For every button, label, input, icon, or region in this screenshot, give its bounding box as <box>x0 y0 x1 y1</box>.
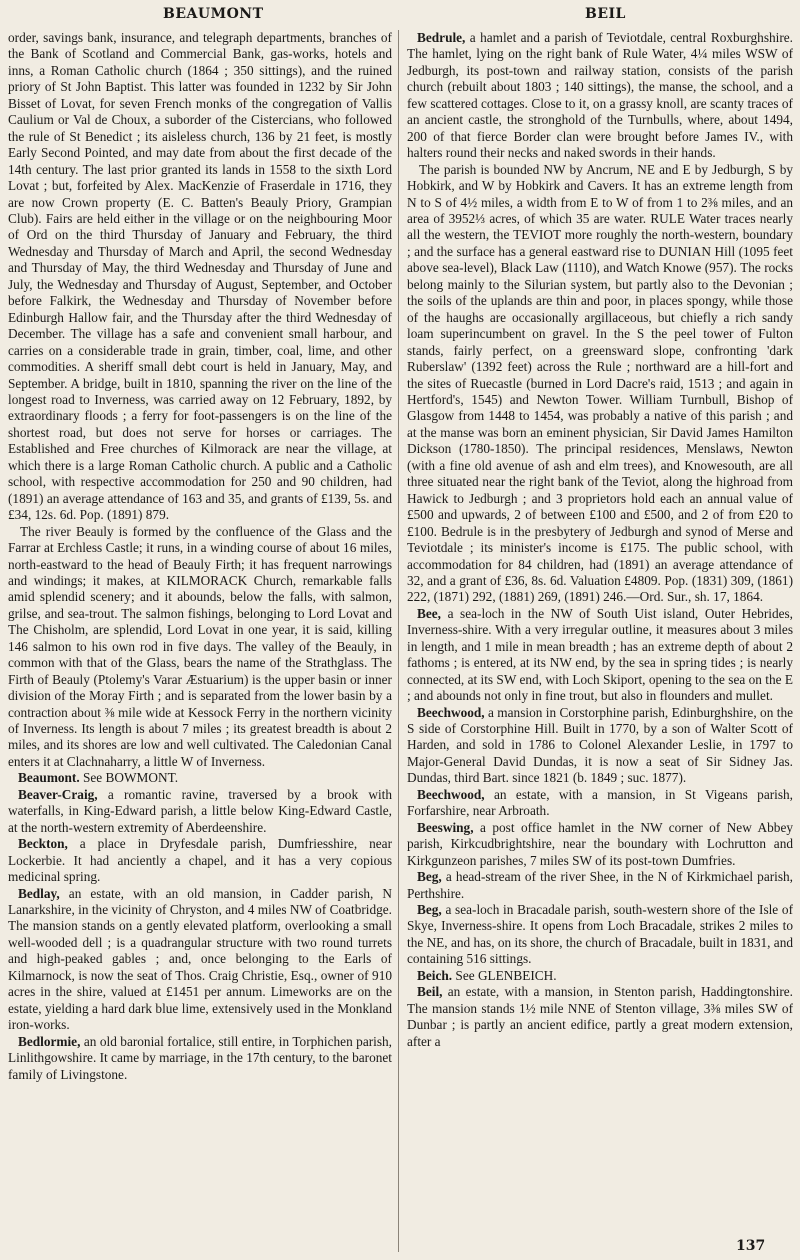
entry-text: See GLENBEICH. <box>452 967 557 983</box>
gazetteer-entry <box>407 968 793 984</box>
entry-headword: Bee, <box>417 605 441 621</box>
gazetteer-entry <box>407 606 793 705</box>
entry-headword: Beechwood, <box>417 786 485 802</box>
left-column <box>8 30 392 1238</box>
gazetteer-entry <box>8 886 392 1034</box>
entry-text: an old baronial fortalice, still entire, in Torphichen parish, Linlithgowshire. It came by marriage, in the 17th century, to the baronet family of Livingstone. <box>8 1033 392 1082</box>
entry-headword: Beechwood, <box>417 704 485 720</box>
gazetteer-entry <box>8 836 392 885</box>
entry-text: See BOWMONT. <box>79 770 179 786</box>
entry-headword: Bedlormie, <box>18 1033 81 1049</box>
entry-text: an estate, with a mansion, in St Vigeans parish, Forfarshire, near Arbroath. <box>407 786 793 819</box>
entry-text: a romantic ravine, traversed by a brook with waterfalls, in King-Edward parish, a little below King-Edward Castle, at the north-western extremity of Aberdeenshire. <box>8 786 392 835</box>
entry-headword: Beil, <box>417 984 443 1000</box>
column-divider <box>398 30 399 1252</box>
entry-headword: Beckton, <box>18 836 68 852</box>
gazetteer-entry <box>407 869 793 902</box>
entry-headword: Beeswing, <box>417 819 474 835</box>
entry-text: an estate, with a mansion, in Stenton parish, Haddingtonshire. The mansion stands 1½ mile NNE of Stenton village, 3⅜ miles SW of Dunbar ; is partly an ancient edifice, partly a great modern extension, after a <box>407 984 793 1049</box>
entry-text: a place in Dryfesdale parish, Dumfriesshire, near Lockerbie. It had anciently a chapel, and it has a very copious medicinal spring. <box>8 836 392 885</box>
gazetteer-entry <box>407 984 793 1050</box>
running-header <box>0 4 800 26</box>
entry-text: a post office hamlet in the NW corner of New Abbey parish, Kirkcudbrightshire, near the boundary with Lochrutton and Kirkgunzeon parishes, 7 miles SW of its post-town Dumfries. <box>407 819 793 868</box>
gazetteer-entry <box>407 902 793 968</box>
entry-headword: Beg, <box>417 902 442 918</box>
entry-paragraph <box>407 162 793 606</box>
entry-paragraph <box>8 30 392 524</box>
entry-text: The river Beauly is formed by the confluence of the Glass and the Farrar at Erchless Castle; it runs, in a winding course of about 16 miles, north-eastward to the head of Beauly Firth; it has frequent narrowings and windings; it makes, at KILMORACK Church, remarkable falls amid splendid scenery; and it abounds, below the falls, with salmon, grilse, and sea-trout. The salmon fishings, belonging to Lord Lovat and The Chisholm, are splendid, Lord Lovat in one year, it is said, killing 146 salmon to his own rod in five days. The valley of the Beauly, in common with that of the Glass, bears the name of the Strathglass. The Firth of Beauly (Ptolemy's Varar Æstuarium) is the upper basin or inner division of the Moray Firth ; and is separated from the lower basin by a contraction about ⅜ mile wide at Kessock Ferry in the northern vicinity of Inverness. Its length is about 7 miles ; its greatest breadth is about 2 miles, and its shores are low and well cultivated. The Caledonian Canal enters it at Clachnaharry, a little W of Inverness. <box>8 523 392 769</box>
entry-text: a sea-loch in Bracadale parish, south-western shore of the Isle of Skye, Inverness-shire. It opens from Loch Bracadale, strikes 2 miles to the NE, and has, on its shore, the church of Bracadale, built in 1831, and containing 516 sittings. <box>407 902 793 967</box>
entry-text: a hamlet and a parish of Teviotdale, central Roxburghshire. The hamlet, lying on the right bank of Rule Water, 4¼ miles WSW of Jedburgh, its post-town and railway station, consists of the parish church (rebuilt about 1803 ; 140 sittings), the manse, the school, and a few scattered cottages. Close to it, on a grassy knoll, are scanty traces of an ancient castle, the stronghold of the Turnbulls, where, about 1494, 200 of that fierce Border clan were brought before James IV., with halters round their necks and naked swords in their hands. <box>407 30 793 161</box>
gazetteer-entry <box>407 787 793 820</box>
right-column <box>407 30 793 1238</box>
entry-text: The parish is bounded NW by Ancrum, NE and E by Jedburgh, S by Hobkirk, and W by Hobkirk and Cavers. It has an extreme length from N to S of 4½ miles, a width from E to W of from 1 to 2⅜ miles, and an area of 3952⅓ acres, of which 35 are water. RULE Water traces nearly all the western, the TEVIOT more roughly the north-western, boundary ; and the surface has a general eastward rise to DUNIAN Hill (1095 feet above sea-level), Black Law (1110), and Watch Knowe (957). The rocks belong mainly to the Silurian system, but partly also to the Devonian ; the soils of the uplands are thin and poor, in places spongy, while those of the haughs are occasionally argillaceous, but chiefly a rich sandy loam superincumbent on gravel. In the S the peel tower of Fulton stands, fairly perfect, on a greensward slope, confronting 'dark Ruberslaw' (1392 feet) across the Rule ; northward are a hill-fort and the sites of Ruecastle (burned in Lord Dacre's raid, 1513 ; and again in Hertford's, 1545) and Newton Tower. William Turnbull, Bishop of Glasgow from 1448 to 1454, was probably a native of this parish ; and at the manse was born an eminent physician, Sir David James Hamilton Dickson (1780-1850). The principal residences, Menslaws, Newton (with a fine old avenue of ash and elm trees), and Knowesouth, are all three situated near the right bank of the Teviot, along the highroad from Hawick to Jedburgh ; and 3 proprietors hold each an annual value of £500 and upwards, 2 of between £100 and £500, and 2 of from £20 to £100. Bedrule is in the presbytery of Jedburgh and synod of Merse and Teviotdale ; its minister's income is £175. The public school, with accommodation for 84 children, had (1891) an average attendance of 32, and a grant of £36, 8s. 6d. Valuation £4809. Pop. (1831) 309, (1861) 222, (1871) 292, (1881) 269, (1891) 246.—Ord. Sur., sh. 17, 1864. <box>407 161 793 605</box>
gazetteer-entry <box>8 1034 392 1083</box>
entry-headword: Bedrule, <box>417 30 466 45</box>
entry-text: an estate, with an old mansion, in Cadder parish, N Lanarkshire, in the vicinity of Chryston, and 4 miles NW of Coatbridge. The mansion stands on a gently elevated platform, overlooking a small well-wooded dell ; is a quadrangular structure with two round turrets and high-peaked gables ; and, once belonging to the Earls of Kilmarnock, is now the seat of Thos. Craig Christie, Esq., owner of 910 acres in the shire, valued at £1451 per annum. Limeworks are on the estate, yielding a hard dark blue lime, extensively used in the Monkland iron-works. <box>8 885 392 1033</box>
entry-headword: Beg, <box>417 869 442 885</box>
gazetteer-entry <box>407 820 793 869</box>
entry-paragraph <box>8 524 392 771</box>
header-left-title: BEAUMONT <box>163 6 264 22</box>
entry-text: a mansion in Corstorphine parish, Edinburghshire, on the S side of Corstorphine Hill. Built in 1770, by a son of Walter Scott of Harden, and sold in 1786 to Colonel Alexander Leslie, in 1797 to Major-General David Dundas, it is now a seat of Sir Sidney Jas. Dundas, third Bart. since 1821 (b. 1849 ; suc. 1877). <box>407 704 793 786</box>
gazetteer-entry <box>8 787 392 836</box>
entry-text: order, savings bank, insurance, and telegraph departments, branches of the Bank of Scotland and Commercial Bank, gas-works, hotels and inns, a Roman Catholic church (1864 ; 350 sittings), and the ruined priory of St John Baptist. This latter was founded in 1232 by Sir John Bisset of Lovat, for seven French monks of the congregation of Vallis Caulium or Val de Choux, a suborder of the Cistercians, who followed the rule of St Benedict ; its aisleless church, 136 by 21 feet, is mostly Early Second Pointed, and may date from about the first decade of the 14th century. The last prior granted its lands in 1558 to the sixth Lord Lovat ; but, forfeited by Alex. MacKenzie of Fraserdale in 1716, they are now Crown property (E. C. Batten's Beauly Priory, Grampian Club). Fairs are held either in the village or on the neighbouring Moor of Ord on the third Thursday of January and February, the third Wednesday and Thursday of March and April, the second Wednesday and Thursday of May, the third Wednesday and Thursday of June and July, the Wednesday and Thursday of August, September, and October before Falkirk, the Wednesday and Thursday of November before Edinburgh Hallow fair, and the Thursday after the third Wednesday of December. The village has a safe and convenient small harbour, and carries on a considerable trade in grain, timber, coal, lime, and other commodities. A sheriff small debt court is held in January, May, and September. A bridge, built in 1810, spanning the river on the line of the longest road to Inverness, was carried away on 12 February, 1892, by extraordinary floods ; a ferry for foot-passengers is on the line of the shortest road, but does not serve for horses or carriages. The Established and Free churches of Kilmorack are near the village, at which there is a large Roman Catholic church. A public and a Catholic school, with respective accommodation for 250 and 90 children, had (1891) an average attendance of 163 and 35, and grants of £139, 5s. and £34, 12s. 6d. Pop. (1891) 879. <box>8 30 392 523</box>
entry-headword: Beaumont. <box>18 770 80 786</box>
entry-headword: Bedlay, <box>18 885 60 901</box>
page-number: 137 <box>736 1238 766 1254</box>
entry-text: a head-stream of the river Shee, in the N of Kirkmichael parish, Perthshire. <box>407 869 793 901</box>
entry-headword: Beich. <box>417 967 453 983</box>
header-right-title: BEIL <box>585 6 626 22</box>
entry-text: a sea-loch in the NW of South Uist island, Outer Hebrides, Inverness-shire. With a very irregular outline, it measures about 3 miles in length, and 1 mile in mean breadth ; has an extreme depth of about 2 fathoms ; is entered, at its NW end, by the sea in spring tides ; is nearly connected, at its SW end, with Loch Skiport, opening to the sea on the E ; and abounds not only in fine trout, but also in flounders and mullet. <box>407 605 793 704</box>
gazetteer-entry <box>407 30 793 162</box>
gazetteer-entry <box>407 705 793 787</box>
entry-headword: Beaver-Craig, <box>18 786 98 802</box>
gazetteer-entry <box>8 770 392 786</box>
